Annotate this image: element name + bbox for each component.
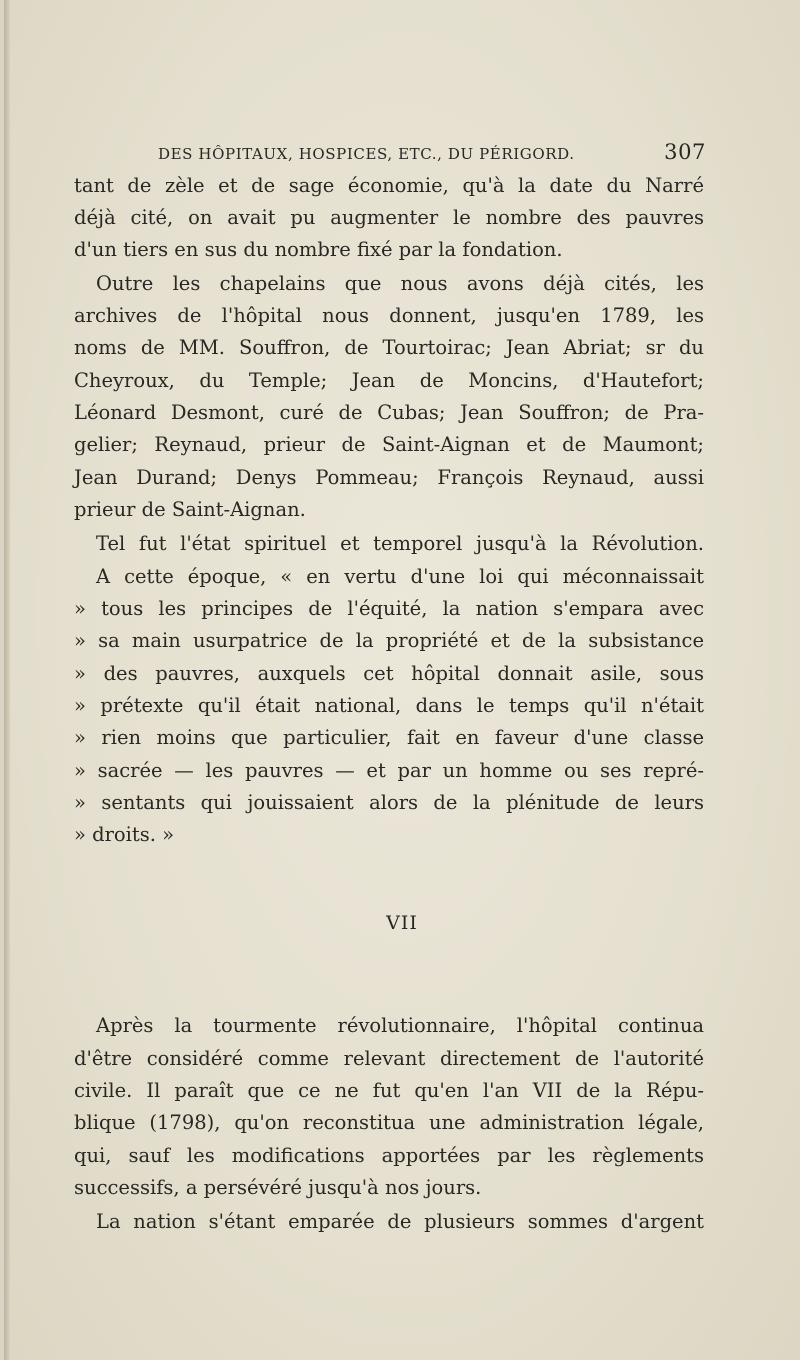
text-line: tant de zèle et de sage économie, qu'à la date du Narré bbox=[74, 174, 704, 197]
running-head-title: DES HÔPITAUX, HOSPICES, ETC., DU PÉRIGORD. bbox=[158, 145, 575, 163]
text-line: » sa main usurpatrice de la propriété et de la subsistance bbox=[74, 629, 704, 652]
text-line: » sacrée — les pauvres — et par un homme ou ses repré- bbox=[74, 759, 704, 782]
text-line: » droits. » bbox=[74, 823, 175, 846]
text-line: Léonard Desmont, curé de Cubas; Jean Souffron; de Pra- bbox=[74, 401, 704, 424]
text-line: » tous les principes de l'équité, la nation s'empara avec bbox=[74, 597, 704, 620]
book-page bbox=[4, 0, 800, 1360]
text-line: d'un tiers en sus du nombre fixé par la fondation. bbox=[74, 238, 563, 261]
text-line: qui, sauf les modifications apportées par les règlements bbox=[74, 1144, 704, 1167]
running-head bbox=[158, 140, 706, 170]
text-line: Après la tourmente révolutionnaire, l'hôpital continua bbox=[96, 1014, 704, 1037]
text-line: noms de MM. Souffron, de Tourtoirac; Jean Abriat; sr du bbox=[74, 336, 704, 359]
text-line: prieur de Saint-Aignan. bbox=[74, 498, 306, 521]
page-number: 307 bbox=[664, 140, 706, 164]
text-line: Tel fut l'état spirituel et temporel jusqu'à la Révolution. bbox=[96, 532, 704, 555]
text-line: » prétexte qu'il était national, dans le temps qu'il n'était bbox=[74, 694, 704, 717]
text-line: d'être considéré comme relevant directement de l'autorité bbox=[74, 1047, 704, 1070]
text-line: » sentants qui jouissaient alors de la plénitude de leurs bbox=[74, 791, 704, 814]
section-heading: VII bbox=[386, 912, 418, 934]
text-line: civile. Il paraît que ce ne fut qu'en l'an VII de la Répu- bbox=[74, 1079, 704, 1102]
text-line: La nation s'étant emparée de plusieurs sommes d'argent bbox=[96, 1210, 704, 1233]
text-line: » rien moins que particulier, fait en faveur d'une classe bbox=[74, 726, 704, 749]
text-line: Cheyroux, du Temple; Jean de Moncins, d'Hautefort; bbox=[74, 369, 704, 392]
page-spine-shadow bbox=[4, 0, 10, 1360]
text-line: Outre les chapelains que nous avons déjà cités, les bbox=[96, 272, 704, 295]
text-line: » des pauvres, auxquels cet hôpital donnait asile, sous bbox=[74, 662, 704, 685]
text-line: gelier; Reynaud, prieur de Saint-Aignan et de Maumont; bbox=[74, 433, 704, 456]
text-line: blique (1798), qu'on reconstitua une administration légale, bbox=[74, 1111, 704, 1134]
text-line: Jean Durand; Denys Pommeau; François Reynaud, aussi bbox=[74, 466, 704, 489]
text-line: successifs, a persévéré jusqu'à nos jours. bbox=[74, 1176, 482, 1199]
text-line: A cette époque, « en vertu d'une loi qui méconnaissait bbox=[96, 565, 704, 588]
text-line: archives de l'hôpital nous donnent, jusqu'en 1789, les bbox=[74, 304, 704, 327]
text-line: déjà cité, on avait pu augmenter le nombre des pauvres bbox=[74, 206, 704, 229]
